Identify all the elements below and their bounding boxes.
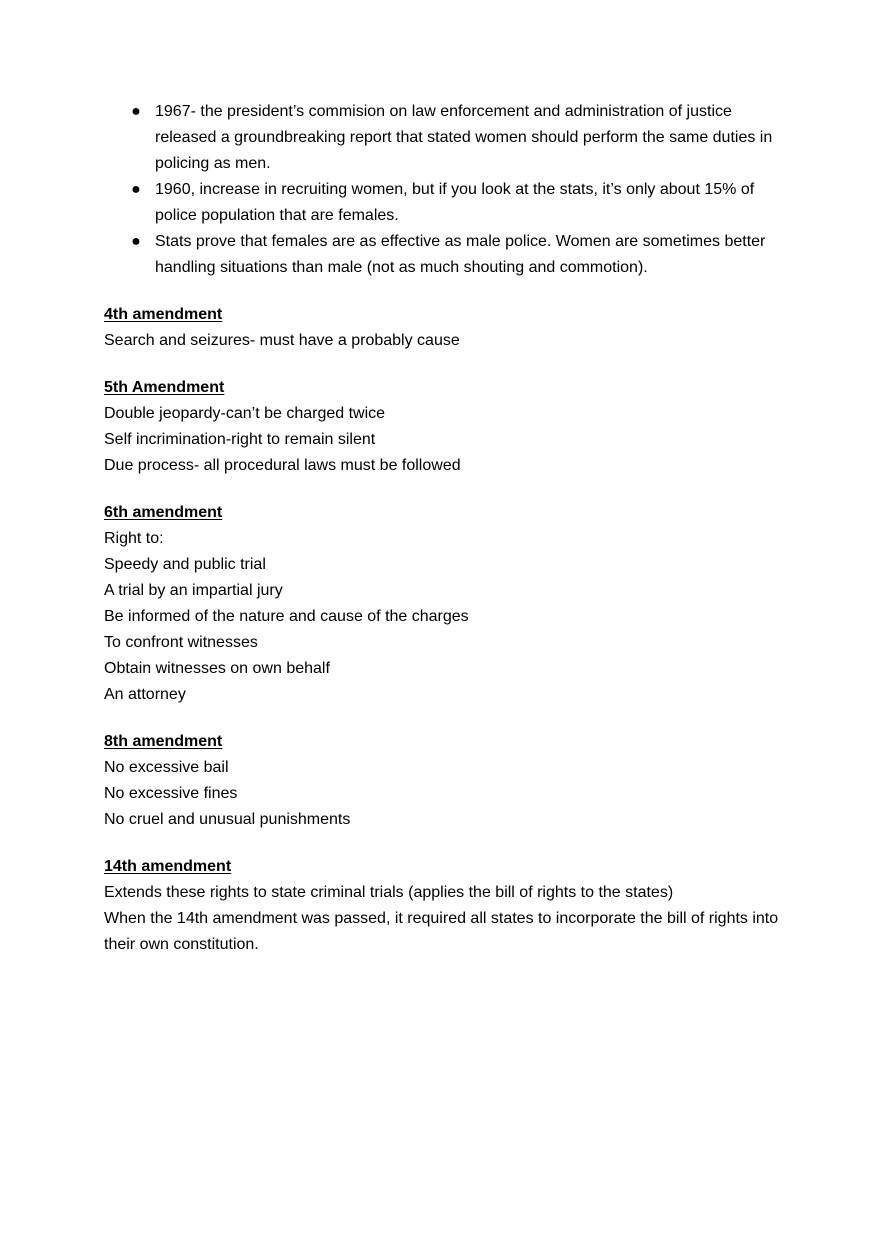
section-heading: 4th amendment — [104, 306, 223, 323]
section-line: To confront witnesses — [104, 634, 258, 651]
section-line: Extends these rights to state criminal trials (applies the bill of rights to the states) — [104, 884, 674, 901]
section-6th-amendment — [104, 500, 784, 708]
bullet-item — [104, 99, 784, 177]
section-heading: 8th amendment — [104, 733, 223, 750]
section-14th-amendment — [104, 854, 784, 958]
section-line: A trial by an impartial jury — [104, 582, 283, 599]
bullet-text: 1967- the president’s commision on law enforcement and administration of justice released a groundbreaking report that stated women should perform the same duties in policing as men. — [155, 103, 773, 172]
intro-bullet-list — [104, 99, 784, 281]
section-heading: 14th amendment — [104, 858, 232, 875]
section-line: No excessive fines — [104, 785, 238, 802]
section-5th-amendment — [104, 375, 784, 479]
section-line: No excessive bail — [104, 759, 229, 776]
bullet-dot-icon: ● — [131, 103, 141, 120]
bullet-text: Stats prove that females are as effective as male police. Women are sometimes better handling situations than male (not as much shouting and commotion). — [155, 233, 766, 276]
bullet-text: 1960, increase in recruiting women, but if you look at the stats, it’s only about 15% of police population that are females. — [155, 181, 755, 224]
section-line: Be informed of the nature and cause of the charges — [104, 608, 469, 625]
section-line: Obtain witnesses on own behalf — [104, 660, 330, 677]
section-line: When the 14th amendment was passed, it required all states to incorporate the bill of rights into their own constitution. — [104, 910, 779, 953]
section-line: Due process- all procedural laws must be followed — [104, 457, 461, 474]
bullet-item — [104, 229, 784, 281]
section-heading: 5th Amendment — [104, 379, 225, 396]
bullet-dot-icon: ● — [131, 233, 141, 250]
section-line: An attorney — [104, 686, 186, 703]
section-line: Speedy and public trial — [104, 556, 266, 573]
section-heading: 6th amendment — [104, 504, 223, 521]
section-line: Search and seizures- must have a probably cause — [104, 332, 460, 349]
section-8th-amendment — [104, 729, 784, 833]
section-4th-amendment — [104, 302, 784, 354]
section-line: Double jeopardy-can’t be charged twice — [104, 405, 386, 422]
section-line: No cruel and unusual punishments — [104, 811, 351, 828]
section-line: Right to: — [104, 530, 164, 547]
bullet-dot-icon: ● — [131, 181, 141, 198]
section-line: Self incrimination-right to remain silent — [104, 431, 376, 448]
bullet-item — [104, 177, 784, 229]
document-page — [104, 99, 784, 958]
